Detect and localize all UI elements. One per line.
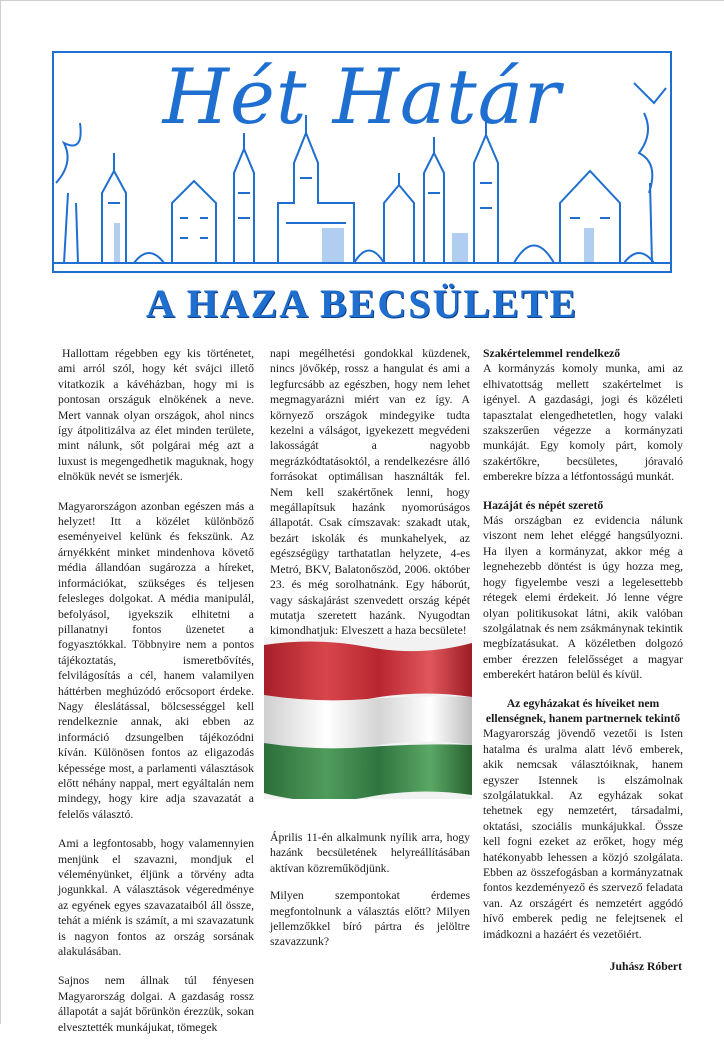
column-2-lower — [270, 830, 470, 962]
section-heading: Az egyházakat és híveiket nem ellenségnek, hanem partnernek tekintő — [485, 696, 681, 725]
paragraph: Ami a legfontosabb, hogy valamennyien menjünk el szavazni, mondjuk el véleményünket, éljünk a törvény adta jogunkkal. A választások végeredménye az egyének egyes szavazataiból áll össze, tehát a miénk is számít, a mi szavazatunk is nagyon fontos az ország sorsának alakulásában. — [58, 837, 254, 959]
paragraph: napi megélhetési gondokkal küzdenek, nincs jövőkép, rossz a hangulat és ami a legfurcsább az egészben, hogy nem lehet megmagyarázni miért van ez így. A környező országok mindegyike tudta kezelni a válságot, igyekezett megvédeni lakosságát a nagyobb megrázkódtatásoktól, a rendelkezésre álló forrásokat optimálisan használták fel. Nem kell szakértőnek lenni, hogy megállapítsuk hazánk nyomorúságos állapotát. Csak címszavak: szakadt utak, bezárt iskolák és munkahelyek, az egészségügy tarthatatlan helyzete, 4-es Metró, BKV, Balatonőszöd, 2006. október 23. és még sorolhatnánk. Egy háborút, vagy sáskajárást szenvedett ország képét mutatja szeretett hazánk. Nyugodtan kimondhatjuk: Elveszett a haza becsülete! — [270, 347, 470, 638]
section-heading: Hazáját és népét szerető — [483, 498, 604, 512]
hungarian-flag-image — [264, 637, 472, 799]
page-border-left — [0, 0, 1, 1024]
section-heading: Szakértelemmel rendelkező — [483, 347, 621, 360]
section-text: Más országban ez evidencia nálunk viszont nem lehet eléggé hangsúlyozni. Ha ilyen a kormányzat, akkor még a legnehezebb döntést is úgy hozza meg, hogy figyelembe veszi a legelesettebb rétegek elemi érdekeit. Jó lenne végre olyan politikusokat látni, akik valóban szolgálatnak és nem zsákmánynak tekintik megbízatásukat. A közéletben dolgozó ember érezzen felelősséget a magyar emberekért határon belül és kívül. — [483, 514, 683, 682]
section-3 — [483, 696, 683, 943]
section-text: Magyarország jövendő vezetői is Isten hatalma és uralma alatt lévő emberek, akik nemcsak választóiknak, hanem egyszer Istennek is elszámolnak szolgálatukkal. Az egyházak sokat tehetnek egy nemzetért, társadalmi, oktatási, szociális munkájukkal. Össze kell fogni ezeket az erőket, hogy még hatékonyabb lehessen a közjó szolgálata. Ebben az összefogásban a kormányzatnak fontos kezdeményező és szervező feladata van. Az országért és nemzetért aggódó hívő emberek pedig ne felejtsenek el imádkozni a hazáért és vezetőiért. — [483, 727, 683, 941]
section-text: A kormányzás komoly munka, ami az elhivatottság mellett szakértelmet is igényel. A gazdasági, jogi és közéleti tapasztalat elengedhetetlen, hogy valaki szakszerűen végezze a kormányzati munkáját. Egy komoly párt, komoly szakértőkre, becsületes, jóravaló emberekre bízza a létfontosságú munkát. — [483, 362, 683, 484]
section-2 — [483, 498, 683, 683]
column-2 — [270, 346, 470, 653]
column-1 — [58, 346, 254, 1049]
paragraph: Milyen szempontokat érdemes megfontolnunk a választás előtt? Milyen jellemzőkkel bíró pártra és jelöltre szavazzunk? — [270, 889, 470, 949]
section-1 — [483, 346, 683, 485]
masthead — [52, 51, 672, 273]
author-signature: Juhász Róbert — [609, 960, 682, 973]
page-border-top — [0, 0, 724, 1]
paragraph: Magyarországon azonban egészen más a helyzet! Itt a közélet különböző eseményeivel kelünk és fekszünk. Az árnyékként minket mindenhova követő média állandóan sugározza a híreket, információkat, szükséges és teljesen felesleges dolgokat. A média manipulál, befolyásol, igyekszik elhitetni a pillanatnyi fontos üzenetet a fogyasztókkal. Többnyire nem a pontos tájékoztatás, ismeretbővítés, felvilágosítás a cél, hanem valamilyen háttérben meghúzódó erőcsoport érdeke. Nagy éleslátással, bölcsességgel kell rendelkeznie annak, aki ebben az információ dzsungelben tájékozódni kíván. Különösen fontos az eligazodás képessége most, a parlamenti választások előtt néhány nappal, mert egyáltalán nem mindegy, hogy kire adja szavazatát a felelős választó. — [58, 499, 254, 821]
paragraph: Sajnos nem állnak túl fényesen Magyarország dolgai. A gazdaság rossz állapotát a saját bőrünkön érezzük, sokan elvesztették munkájukat, tömegek — [58, 974, 254, 1034]
paragraph: Hallottam régebben egy kis történetet, ami arról szól, hogy két svájci illető vitatkozik a kávéházban, hogy mi is pontosan országuk elnökének a neve. Mert vannak olyan országok, ahol nincs így átpolitizálva az élet minden területe, mint nálunk, sőt polgárai még azt a luxust is megengedhetik maguknak, hogy elnökük nevét se ismerjék. — [58, 347, 254, 484]
paragraph: Április 11-én alkalmunk nyílik arra, hogy hazánk becsületének helyreállításában aktívan közreműködjünk. — [270, 831, 470, 875]
article-headline: A HAZA BECSÜLETE — [145, 281, 579, 326]
column-3 — [483, 346, 683, 955]
masthead-title: Hét Határ — [162, 52, 562, 141]
